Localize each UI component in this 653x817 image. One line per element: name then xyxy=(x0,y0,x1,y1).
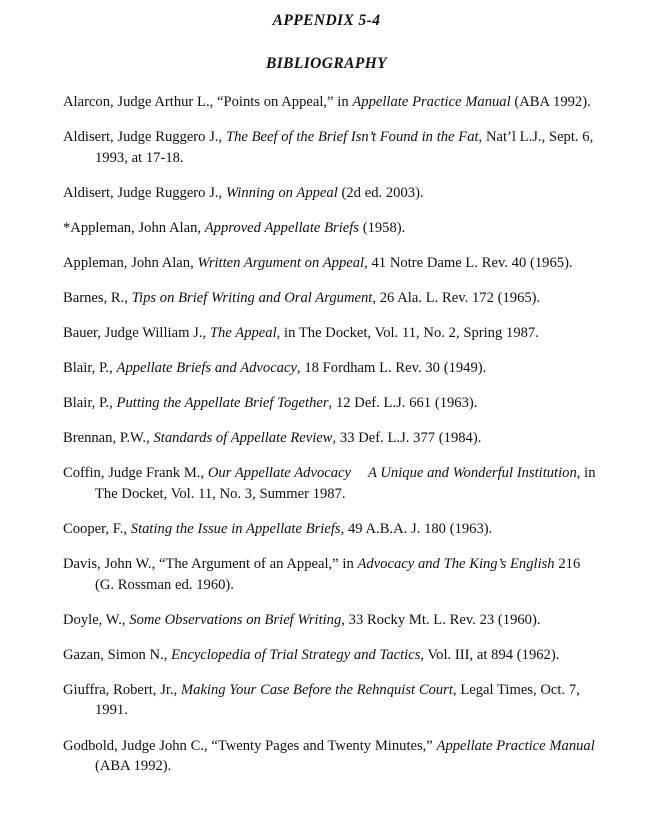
entry-text-roman: Giuffra, Robert, Jr., xyxy=(63,681,181,698)
bibliography-entry xyxy=(63,645,596,666)
entry-title-italic: Some Observations on Brief Writing xyxy=(129,611,342,628)
entry-text-roman: (ABA 1992). xyxy=(510,94,591,110)
entry-text-roman: , 12 Def. L.J. 661 (1963). xyxy=(328,395,478,412)
entry-title-italic: The Beef of the Brief Isn’t Found in the Fat xyxy=(225,129,479,146)
entry-text-roman: 216 (G. Rossman ed. 1960). xyxy=(95,556,581,593)
bibliography-entry xyxy=(63,463,596,504)
entry-title-italic: Standards of Appellate Review xyxy=(153,430,333,447)
entry-text-roman: (ABA 1992). xyxy=(95,758,172,774)
entry-text-roman: Appleman, John Alan, xyxy=(63,254,198,271)
entry-text-roman: (1958). xyxy=(358,219,406,236)
entry-text-roman: Cooper, F., xyxy=(63,521,131,538)
entry-title-italic: Our Appellate Advocacy xyxy=(207,465,351,482)
entry-text-roman: Brennan, P.W., xyxy=(63,430,154,447)
bibliography-entry xyxy=(63,610,596,631)
bibliography-entry xyxy=(63,519,596,540)
bibliography-entry xyxy=(63,393,596,414)
entry-title-italic: Appellate Practice Manual xyxy=(352,94,511,110)
entry-title-italic: Encyclopedia of Trial Strategy and Tactics xyxy=(171,646,421,663)
entry-title-italic: Winning on Appeal xyxy=(225,184,338,201)
entry-title-italic: Appellate Practice Manual xyxy=(436,737,595,754)
entry-text-roman: (2d ed. 2003). xyxy=(337,184,424,201)
entry-title-italic: Approved Appellate Briefs xyxy=(204,219,359,236)
entry-text-roman: , 18 Fordham L. Rev. 30 (1949). xyxy=(296,360,487,377)
entry-text-roman: , 33 Rocky Mt. L. Rev. 23 (1960). xyxy=(341,611,541,628)
bibliography-entry xyxy=(63,680,596,721)
entry-title-italic: Written Argument on Appeal xyxy=(197,254,365,271)
entry-text-roman: *Appleman, John Alan, xyxy=(63,219,205,236)
entry-text-roman: Blair, P., xyxy=(63,395,117,412)
entry-text-roman: Bauer, Judge William J., xyxy=(63,325,210,342)
entry-text-roman: , 41 Notre Dame L. Rev. 40 (1965). xyxy=(364,254,573,271)
bibliography-entry xyxy=(63,218,596,239)
entry-text-roman: Doyle, W., xyxy=(63,611,130,628)
entry-text-roman: , in The Docket, Vol. 11, No. 2, Spring 1987. xyxy=(276,325,539,342)
entry-title-italic: Stating the Issue in Appellate Briefs xyxy=(130,521,341,538)
entry-text-roman: Aldisert, Judge Ruggero J., xyxy=(63,184,226,201)
bibliography-entry xyxy=(63,358,596,379)
entry-text-roman: Blair, P., xyxy=(63,360,117,377)
entry-title-italic: Advocacy and The King’s English xyxy=(357,556,555,573)
entry-text-roman: Godbold, Judge John C., “Twenty Pages and Twenty Minutes,” xyxy=(63,737,437,754)
entry-text-roman: , Nat’l L.J., Sept. 6, 1993, at 17-18. xyxy=(95,129,594,166)
bibliography-entry xyxy=(63,92,596,113)
entry-text-roman: , Legal Times, Oct. 7, 1991. xyxy=(95,681,580,719)
bibliography-entry-list xyxy=(0,92,653,777)
bibliography-entry xyxy=(63,323,596,344)
entry-text-roman: , 33 Def. L.J. 377 (1984). xyxy=(332,430,482,447)
entry-text-roman: Gazan, Simon N., xyxy=(63,646,172,663)
bibliography-entry xyxy=(63,736,596,777)
bibliography-entry xyxy=(63,428,596,449)
entry-title-italic: Making Your Case Before the Rehnquist Court xyxy=(180,681,453,698)
entry-title-italic: Tips on Brief Writing and Oral Argument xyxy=(131,289,373,306)
entry-text-roman: Barnes, R., xyxy=(63,289,132,306)
entry-text-roman: , in The Docket, Vol. 11, No. 3, Summer 1987. xyxy=(95,465,596,502)
entry-title-italic: A Unique and Wonderful Institution xyxy=(367,465,577,482)
entry-text-roman: , 49 A.B.A. J. 180 (1963). xyxy=(340,521,493,538)
entry-title-italic: The Appeal xyxy=(209,325,277,342)
entry-text-roman: , Vol. III, at 894 (1962). xyxy=(420,646,560,663)
entry-title-italic: Appellate Briefs and Advocacy xyxy=(116,360,297,377)
entry-text-roman: Coffin, Judge Frank M., xyxy=(63,465,208,482)
entry-text-roman: Aldisert, Judge Ruggero J., xyxy=(63,129,226,146)
entry-title-italic: Putting the Appellate Brief Together xyxy=(116,395,329,412)
bibliography-entry xyxy=(63,253,596,274)
appendix-heading: APPENDIX 5-4 xyxy=(272,12,381,29)
bibliography-entry xyxy=(63,127,596,168)
bibliography-heading: BIBLIOGRAPHY xyxy=(265,54,388,72)
entry-text-roman: Davis, John W., “The Argument of an Appeal,” in xyxy=(63,556,358,573)
entry-text-roman: Alarcon, Judge Arthur L., “Points on Appeal,” in xyxy=(63,94,353,110)
bibliography-entry xyxy=(63,183,596,204)
bibliography-entry xyxy=(63,288,596,309)
bibliography-entry xyxy=(63,554,596,595)
page-headings xyxy=(0,0,653,71)
entry-text-roman: , 26 Ala. L. Rev. 172 (1965). xyxy=(372,289,541,306)
